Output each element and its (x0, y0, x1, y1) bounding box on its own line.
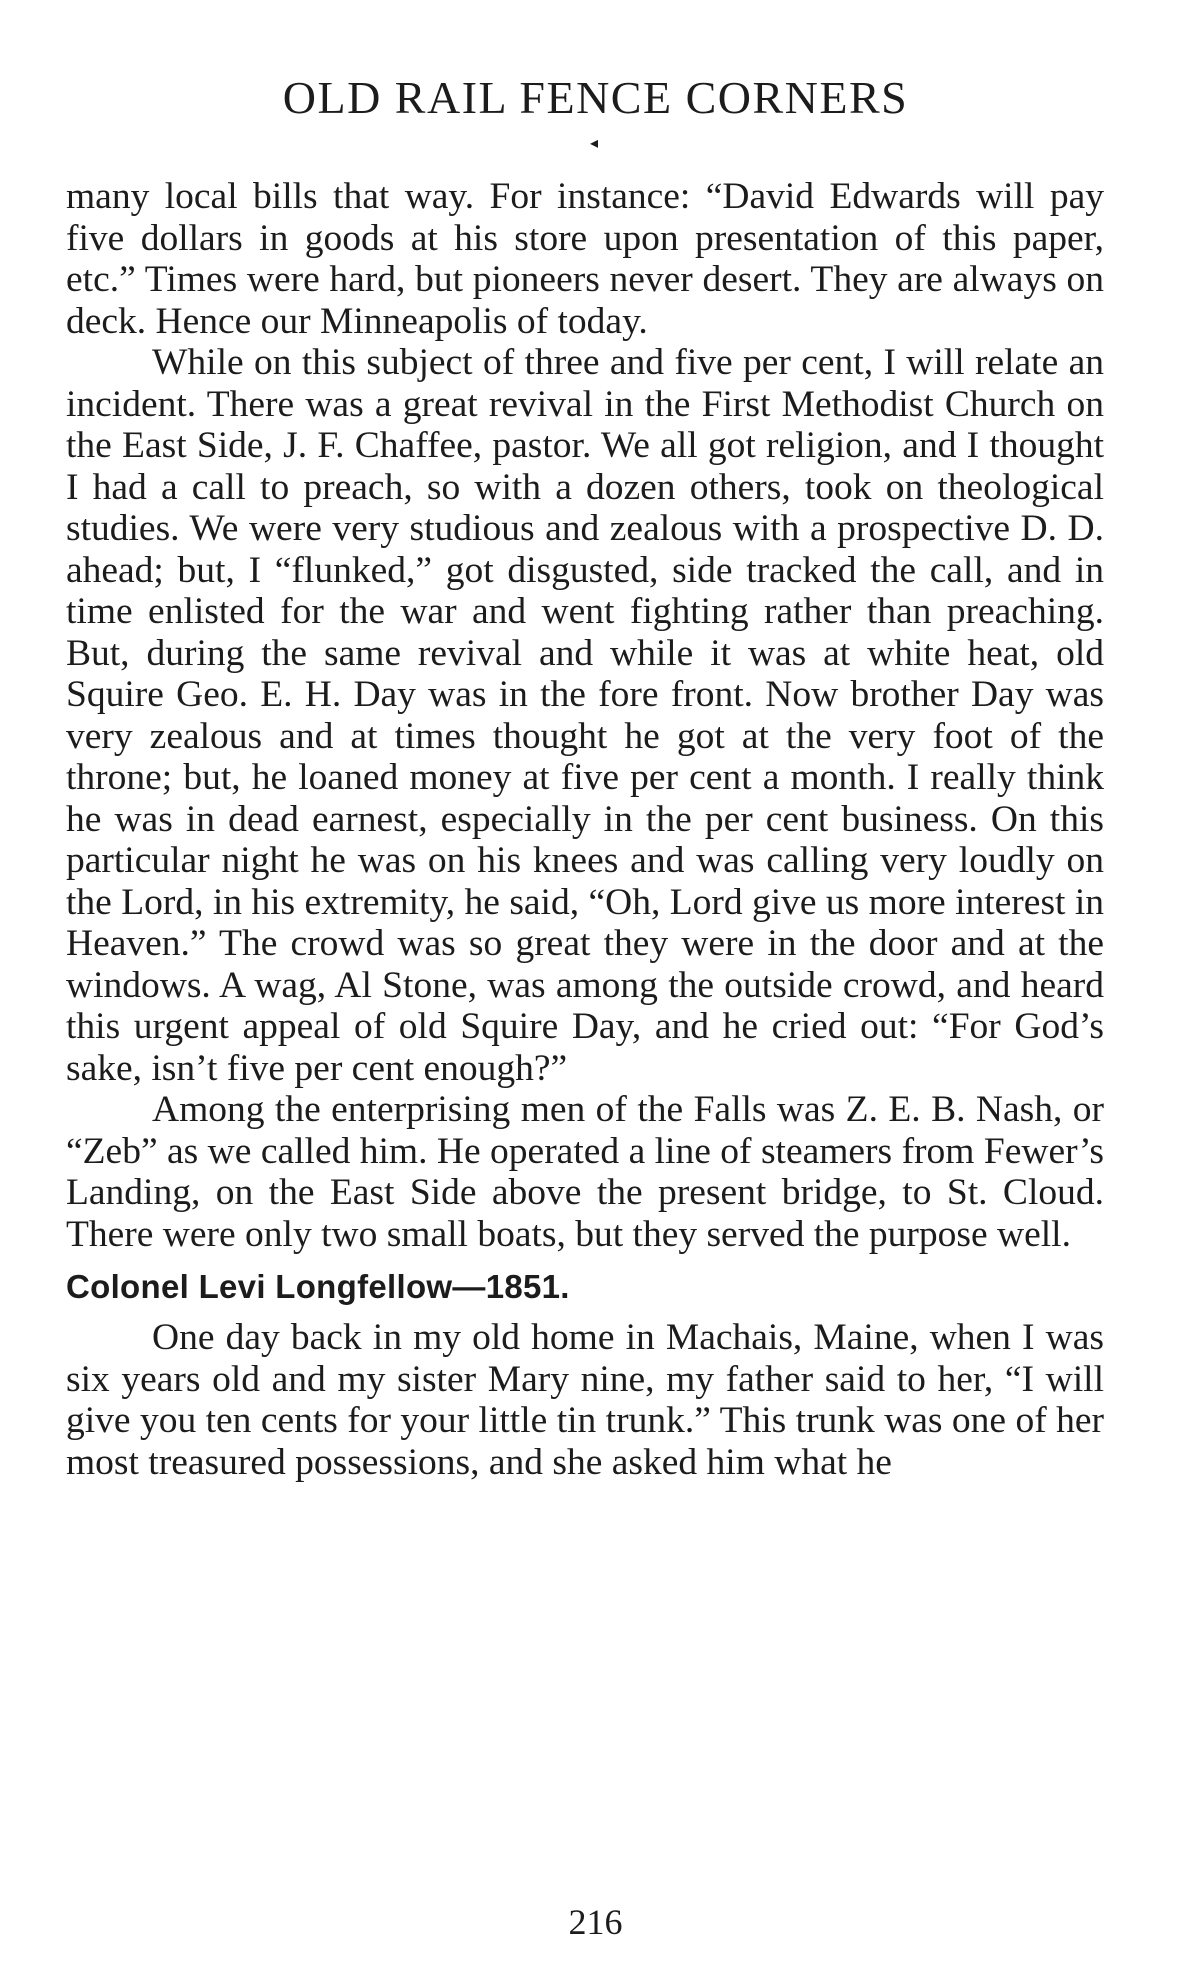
section-heading: Colonel Levi Longfellow—1851. (66, 1268, 570, 1305)
paragraph-revival: While on this subject of three and five per cent, I will relate an incident. There was a great revival in the First Methodist Church on the East Side, J. F. Chaffee, pastor. We all got religion, and I thought I had a call to preach, so with a dozen others, took on theological studies. We were very studious and zealous with a prospective D. D. ahead; but, I “flunked,” got disgusted, side tracked the call, and in time enlisted for the war and went fighting rather than preaching. But, during the same revival and while it was at white heat, old Squire Geo. E. H. Day was in the fore front. Now brother Day was very zealous and at times thought he got at the very foot of the throne; but, he loaned money at five per cent a month. I really think he was in dead earnest, especially in the per cent business. On this particular night he was on his knees and was calling very loudly on the Lord, in his extremity, he said, “Oh, Lord give us more interest in Heaven.” The crowd was so great they were in the door and at the windows. A wag, Al Stone, was among the outside crowd, and heard this urgent appeal of old Squire Day, and he cried out: “For God’s sake, isn’t five per cent enough?” (66, 342, 1104, 1089)
page-number: 216 (568, 1902, 623, 1942)
ornament-mark: ◂ (590, 135, 599, 152)
running-head: OLD RAIL FENCE CORNERS (282, 72, 909, 123)
paragraph-continued: many local bills that way. For instance: “David Edwards will pay five dollars in goods at his store upon presentation of this paper, etc.” Times were hard, but pioneers never desert. They are always on deck. Hence our Minneapolis of today. (66, 176, 1104, 342)
paragraph-nash: Among the enterprising men of the Falls was Z. E. B. Nash, or “Zeb” as we called him. He operated a line of steamers from Fewer’s Landing, on the East Side above the present bridge, to St. Cloud. There were only two small boats, but they served the purpose well. (66, 1089, 1104, 1255)
body-text (66, 176, 1104, 1483)
paragraph-longfellow: One day back in my old home in Machais, Maine, when I was six years old and my sister Mary nine, my father said to her, “I will give you ten cents for your little tin trunk.” This trunk was one of her most treasured possessions, and she asked him what he (66, 1317, 1104, 1483)
